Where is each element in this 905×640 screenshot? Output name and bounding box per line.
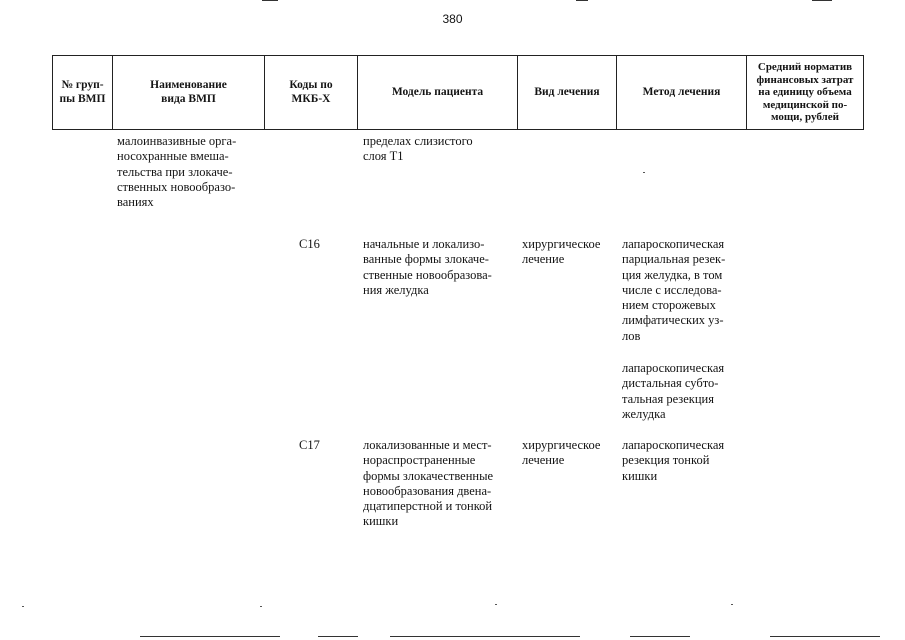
- scan-speck: [260, 606, 262, 607]
- bottom-edge-line: [390, 636, 580, 637]
- scan-speck: [731, 604, 733, 605]
- table-header: [52, 55, 864, 130]
- bottom-edge-line: [630, 636, 690, 637]
- header-group-number: № груп- пы ВМП: [53, 56, 113, 130]
- cell-patient-model-c17: локализованные и мест- нораспространенные формы злокачественные новообразования двена- дцатиперстной и тонкой кишки: [363, 438, 494, 529]
- bottom-edge-line: [140, 636, 280, 637]
- header-patient-model: Модель пациента: [358, 56, 518, 130]
- scan-speck: [22, 606, 24, 607]
- cell-treatment-type-c17: хирургическое лечение: [522, 438, 601, 468]
- bottom-edge-line: [770, 636, 880, 637]
- top-edge-line: [812, 0, 832, 1]
- scan-speck: [495, 604, 497, 605]
- bottom-edge-line: [318, 636, 358, 637]
- header-icd-codes: Коды по МКБ-Х: [265, 56, 358, 130]
- cell-icd-code-c17: C17: [299, 438, 320, 452]
- page-number: 380: [442, 12, 463, 26]
- cell-icd-code-c16: C16: [299, 237, 320, 251]
- cell-vmp-name-continued: малоинвазивные орга- носохранные вмеша- тельства при злокаче- ственных новообразо- ваниях: [117, 134, 237, 209]
- top-edge-line: [262, 0, 278, 1]
- header-treatment-method: Метод лечения: [617, 56, 747, 130]
- header-treatment-type: Вид лечения: [518, 56, 617, 130]
- cell-treatment-type-c16: хирургическое лечение: [522, 237, 601, 267]
- header-vmp-name: Наименование вида ВМП: [113, 56, 265, 130]
- cell-patient-model-continued: пределах слизистого слоя Т1: [363, 134, 473, 164]
- cell-treatment-method-c17: лапароскопическая резекция тонкой кишки: [622, 438, 725, 483]
- header-cost-norm: Средний норматив финансовых затрат на единицу объема медицинской по- мощи, рублей: [747, 56, 864, 130]
- cell-patient-model-c16: начальные и локализо- ванные формы злокаче- ственные новообразова- ния желудка: [363, 237, 492, 297]
- cell-treatment-method-c16-2: лапароскопическая дистальная субто- тальная резекция желудка: [622, 361, 725, 421]
- scan-speck: [643, 172, 645, 173]
- cell-treatment-method-c16-1: лапароскопическая парциальная резек- ция желудка, в том числе с исследова- нием сторожевых лимфатических уз- лов: [622, 237, 726, 343]
- top-edge-line: [576, 0, 588, 1]
